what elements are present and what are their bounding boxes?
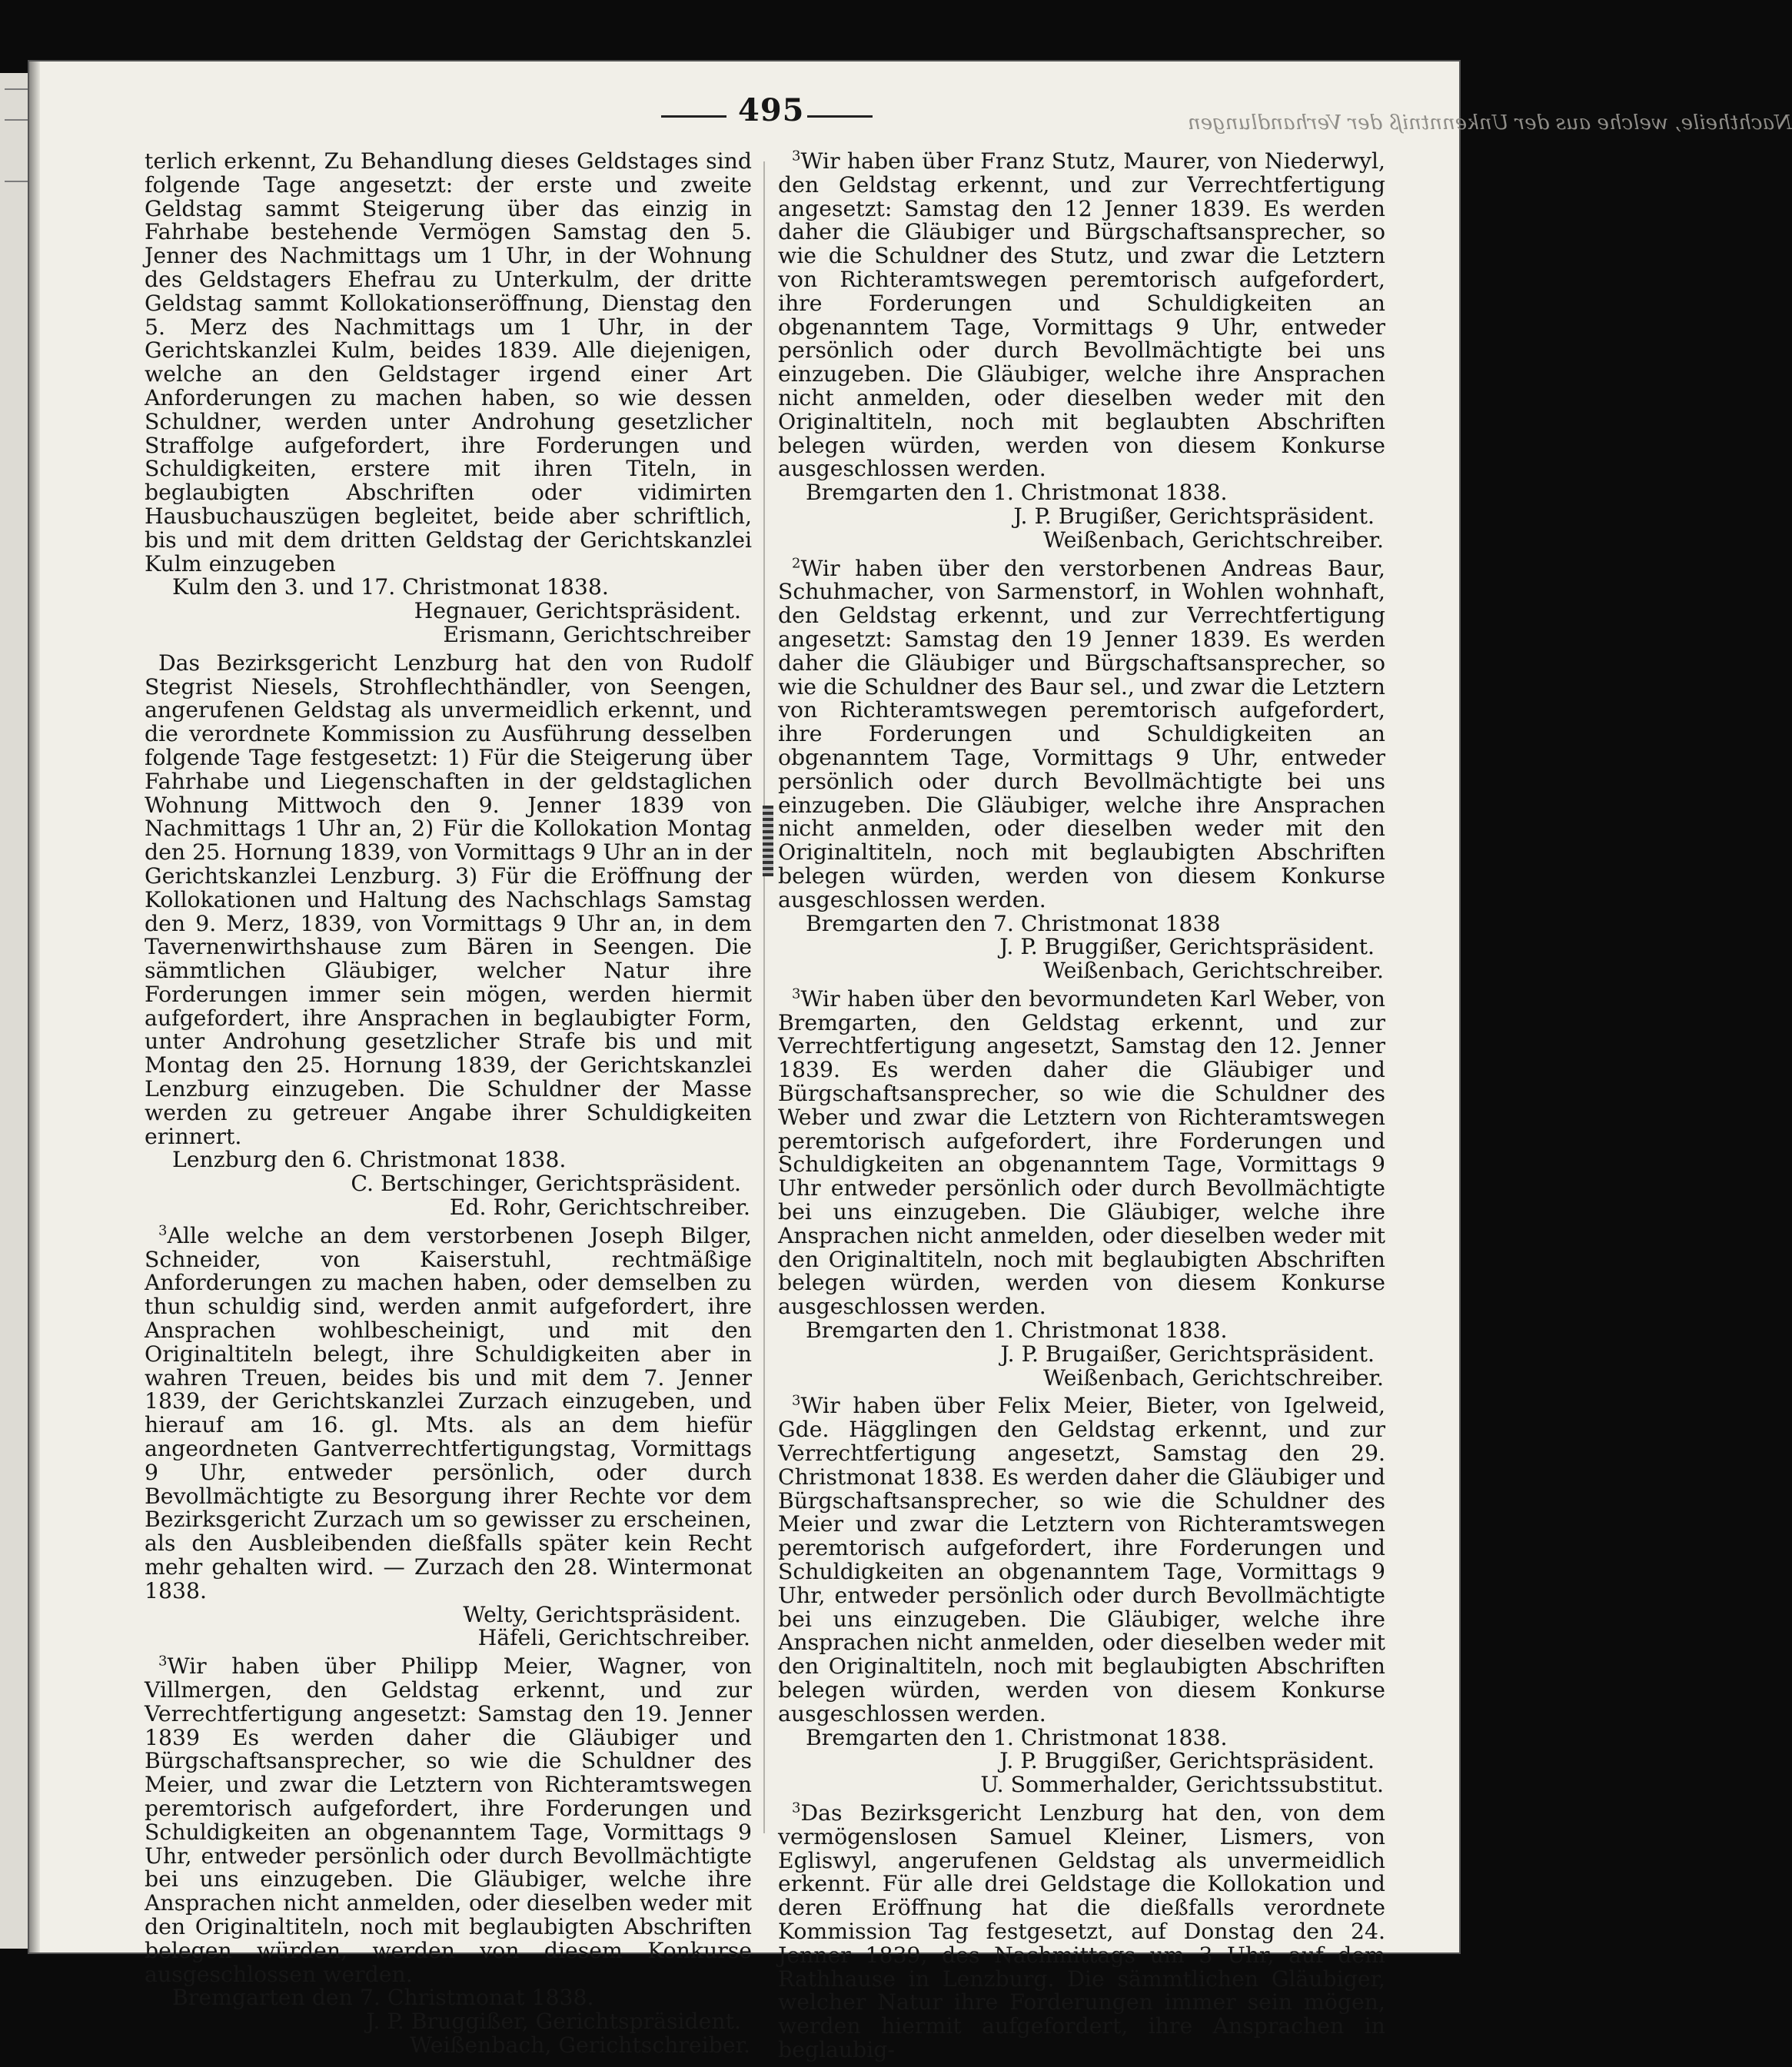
signature-substitute: U. Sommerhalder, Gerichtssubstitut.	[980, 1772, 1384, 1798]
signature-clerk: Ed. Rohr, Gerichtschreiber.	[449, 1195, 750, 1221]
signature-clerk: Weißenbach, Gerichtschreiber.	[1042, 958, 1384, 984]
insertion-marker: 3	[792, 985, 801, 1002]
notice-body: Wir haben über den verstorbenen Andreas Baur, Schuhmacher, von Sarmenstorf, in Wohlen wohnhaft, den Geldstag erkennt, und zur Verrechtfertigung angesetzt: Samstag den 19 Jenner 1839. Es werden daher die Gläubiger und Bürgschaftsansprecher, so wie die Schuldner des Baur sel., und zwar die Letztern von Richteramtswegen peremtorisch aufgefordert, ihre Forderungen und Schuldigkeiten an obgenanntem Tage, Vormittags 9 Uhr, entweder persönlich oder durch Bevollmächtigte bei uns einzugeben. Die Gläubiger, welche ihre Ansprachen nicht anmelden, oder dieselben weder mit den Originaltiteln, noch mit beglaubigten Abschriften belegen würden, werden von diesem Konkurse ausgeschlossen werden.	[778, 555, 1385, 912]
notice-bremgarten-weber	[778, 985, 1385, 1391]
signature-clerk: Häfeli, Gerichtschreiber.	[477, 1625, 750, 1651]
page-gutter	[29, 61, 40, 1952]
notice-place-date: Bremgarten den 1. Christmonat 1838.	[806, 480, 1228, 506]
notice-bremgarten-stutz	[778, 150, 1385, 553]
notice-bremgarten-baur	[778, 557, 1385, 983]
insertion-marker: 3	[792, 1799, 801, 1816]
insertion-marker: 3	[158, 1222, 168, 1239]
signature-president: J. P. Bruggißer, Gerichtspräsident.	[999, 934, 1375, 960]
notice-lenzburg-stegrist	[145, 652, 752, 1220]
notice-place-date: Lenzburg den 6. Christmonat 1838.	[172, 1147, 567, 1173]
signature-president: J. P. Bruggißer, Gerichtspräsident.	[366, 2009, 741, 2035]
bleed-through-text: Nachtheile, welche aus der Unkenntniß der Verhandlungen	[1188, 111, 1792, 135]
signature-clerk: Weißenbach, Gerichtschreiber.	[1042, 1364, 1384, 1391]
notice-zurzach-bilger	[145, 1222, 752, 1651]
notice-body: Wir haben über den bevormundeten Karl Weber, von Bremgarten, den Geldstag erkennt, und zur Verrechtfertigung angesetzt, Samstag den 12. Jenner 1839. Es werden daher die Gläubiger und Bürgschaftsansprecher, so wie die Schuldner des Weber und zwar die Letztern von Richteramtswegen peremtorisch aufgefordert, ihre Forderungen und Schuldigkeiten an obgenanntem Tage, Vormittags 9 Uhr entweder persönlich oder durch Bevollmächtigte bei uns einzugeben. Die Gläubiger, welche ihre Ansprachen nicht anmelden, oder dieselben weder mit den Originaltiteln, noch mit beglaubigten Abschriften belegen würden, werden von diesem Konkurse ausgeschlossen werden.	[778, 985, 1385, 1320]
insertion-marker: 3	[792, 148, 801, 164]
notice-place-date: Bremgarten den 1. Christmonat 1838.	[806, 1318, 1228, 1344]
notice-body: Wir haben über Franz Stutz, Maurer, von Niederwyl, den Geldstag erkennt, und zur Verrechtfertigung angesetzt: Samstag den 12 Jenner 1839. Es werden daher die Gläubiger und Bürgschaftsansprecher, so wie die Schuldner des Stutz, und zwar die Letztern von Richteramtswegen peremtorisch aufgefordert, ihre Forderungen und Schuldigkeiten an obgenanntem Tage, Vormittags 9 Uhr, entweder persönlich oder durch Bevollmächtigte bei uns einzugeben. Die Gläubiger, welche ihre Ansprachen nicht anmelden, oder dieselben weder mit den Originaltiteln, noch mit beglaubten Abschriften belegen würden, werden von diesem Konkurse ausgeschlossen werden.	[778, 148, 1385, 482]
notice-body: Das Bezirksgericht Lenzburg hat den, von dem vermögenslosen Samuel Kleiner, Lismers, von Egliswyl, angerufenen Geldstag als unvermeidlich erkennt. Für alle drei Geldstage die Kollokation und deren Eröffnung hat die dießfalls verordnete Kommission Tag festgesetzt, auf Donstag den 24. Jenner 1839, des Nachmittags um 3 Uhr, auf dem Rathhause in Lenzburg. Die sämmtlichen Gläubiger, welcher Natur ihre Forderungen immer sein mögen, werden hiermit aufgefordert, ihre Ansprachen in beglaubig-	[778, 1799, 1385, 2062]
notice-lenzburg-kleiner	[778, 1799, 1385, 2062]
notice-place-date: Kulm den 3. und 17. Christmonat 1838.	[172, 574, 609, 600]
header-rule-right	[807, 115, 873, 118]
insertion-marker: 3	[158, 1653, 168, 1670]
insertion-marker: 3	[792, 1393, 801, 1410]
signature-president: J. P. Bruggißer, Gerichtspräsident.	[999, 1748, 1375, 1774]
signature-president: J. P. Brugaißer, Gerichtspräsident.	[1000, 1341, 1375, 1367]
signature-president: J. P. Brugißer, Gerichtspräsident.	[1013, 503, 1375, 529]
page-number: 495	[738, 92, 805, 128]
binding-mark	[763, 806, 773, 876]
notice-bremgarten-meier-philipp	[145, 1655, 752, 2058]
notice-kulm	[145, 150, 752, 647]
left-column	[145, 150, 752, 2062]
right-column	[778, 150, 1385, 2067]
signature-clerk: Erismann, Gerichtschreiber	[443, 621, 750, 647]
notice-bremgarten-meier-felix	[778, 1394, 1385, 1797]
notice-place-date: Bremgarten den 7. Christmonat 1838	[806, 910, 1221, 936]
signature-president: Welty, Gerichtspräsident.	[463, 1601, 741, 1627]
notice-body: Wir haben über Philipp Meier, Wagner, von Villmergen, den Geldstag erkennt, und zur Verrechtfertigung angesetzt: Samstag den 19. Jenner 1839 Es werden daher die Gläubiger und Bürgschaftsansprecher, so wie die Schuldner des Meier, und zwar die Letztern von Richteramtswegen peremtorisch aufgefordert, ihre Forderungen und Schuldigkeiten an obgenanntem Tage, Vormittags 9 Uhr, entweder persönlich oder durch Bevollmächtigte bei uns einzugeben. Die Gläubiger, welche ihre Ansprachen nicht anmelden, oder dieselben weder mit den Originaltiteln, noch mit beglaubigten Abschriften belegen würden, werden von diesem Konkurse ausgeschlossen werden.	[145, 1653, 752, 1987]
signature-president: Hegnauer, Gerichtspräsident.	[414, 598, 741, 624]
signature-president: C. Bertschinger, Gerichtspräsident.	[351, 1171, 741, 1197]
notice-body: Das Bezirksgericht Lenzburg hat den von Rudolf Stegrist Niesels, Strohflechthändler, von Seengen, angerufenen Geldstag als unvermeidlich erkennt, und die verordnete Kommission zu Ausführung desselben folgende Tage festgesetzt: 1) Für die Steigerung über Fahrhabe und Liegenschaften in der geldstaglichen Wohnung Mittwoch den 9. Jenner 1839 von Nachmittags 1 Uhr an, 2) Für die Kollokation Montag den 25. Hornung 1839, von Vormittags 9 Uhr an in der Gerichtskanzlei Lenzburg. 3) Für die Eröffnung der Kollokationen und Haltung des Nachschlags Samstag den 9. Merz, 1839, von Vormittags 9 Uhr an, in dem Tavernenwirthshause zum Bären in Seengen. Die sämmtlichen Gläubiger, welcher Natur ihre Forderungen immer sein mögen, werden hiermit aufgefordert, ihre Ansprachen in beglaubigter Form, unter Androhung gesetzlicher Strafe bis und mit Montag den 25. Hornung 1839, der Gerichtskanzlei Lenzburg einzugeben. Die Schuldner der Masse werden zu getreuer Angabe ihrer Schuldigkeiten erinnert.	[145, 650, 752, 1149]
signature-clerk: Weißenbach, Gerichtschreiber.	[1042, 527, 1384, 553]
header-rule-left	[661, 115, 726, 118]
column-divider	[763, 161, 765, 1833]
notice-place-date: Bremgarten den 7. Christmonat 1838.	[172, 1985, 594, 2011]
notice-body: Wir haben über Felix Meier, Bieter, von Igelweid, Gde. Hägglingen den Geldstag erkennt, und zur Verrechtfertigung angesetzt, Samstag den 29. Christmonat 1838. Es werden daher die Gläubiger und Bürgschaftsansprecher, so wie die Schuldner des Meier und zwar die Letztern von Richteramtswegen peremtorisch aufgefordert, ihre Forderungen und Schuldigkeiten an obgenanntem Tage, Vormittags 9 Uhr, entweder persönlich oder durch Bevollmächtigte bei uns einzugeben. Die Gläubiger, welche ihre Ansprachen nicht anmelden, oder dieselben weder mit den Originaltiteln, noch mit beglaubigten Abschriften belegen würden, werden von diesem Konkurse ausgeschlossen werden.	[778, 1393, 1385, 1726]
insertion-marker: 2	[792, 555, 801, 572]
signature-clerk: Weißenbach, Gerichtschreiber.	[409, 2032, 750, 2058]
notice-body: Alle welche an dem verstorbenen Joseph Bilger, Schneider, von Kaiserstuhl, rechtmäßige Anforderungen zu machen haben, oder demselben zu thun schuldig sind, werden anmit aufgefordert, ihre Ansprachen wohlbescheinigt, und mit den Originaltiteln belegt, ihre Schuldigkeiten aber in wahren Treuen, beides bis und mit dem 7. Jenner 1839, der Gerichtskanzlei Zurzach einzugeben, und hierauf am 16. gl. Mts. als an dem hiefür angeordneten Gantverrechtfertigungstag, Vormittags 9 Uhr, entweder persönlich, oder durch Bevollmächtigte zu Besorgung ihrer Rechte vor dem Bezirksgericht Zurzach um so gewisser zu erscheinen, als den Ausbleibenden dießfalls später kein Recht mehr gehalten wird. — Zurzach den 28. Wintermonat 1838.	[145, 1222, 752, 1603]
notice-body: terlich erkennt, Zu Behandlung dieses Geldstages sind folgende Tage angesetzt: der erste und zweite Geldstag sammt Steigerung über das einzig in Fahrhabe bestehende Vermögen Samstag den 5. Jenner des Nachmittags um 1 Uhr, in der Wohnung des Geldstagers Ehefrau zu Unterkulm, der dritte Geldstag sammt Kollokationseröffnung, Dienstag den 5. Merz des Nachmittags um 1 Uhr, in der Gerichtskanzlei Kulm, beides 1839. Alle diejenigen, welche an den Geldstager irgend einer Art Anforderungen zu machen haben, so wie dessen Schuldner, werden unter Androhung gesetzlicher Straffolge aufgefordert, ihre Forderungen und Schuldigkeiten, erstere mit ihren Titeln, in beglaubigten Abschriften oder vidimirten Hausbuchauszügen begleitet, beide aber schriftlich, bis und mit dem dritten Geldstag der Gerichtskanzlei Kulm einzugeben	[145, 148, 752, 577]
notice-place-date: Bremgarten den 1. Christmonat 1838.	[806, 1724, 1228, 1750]
